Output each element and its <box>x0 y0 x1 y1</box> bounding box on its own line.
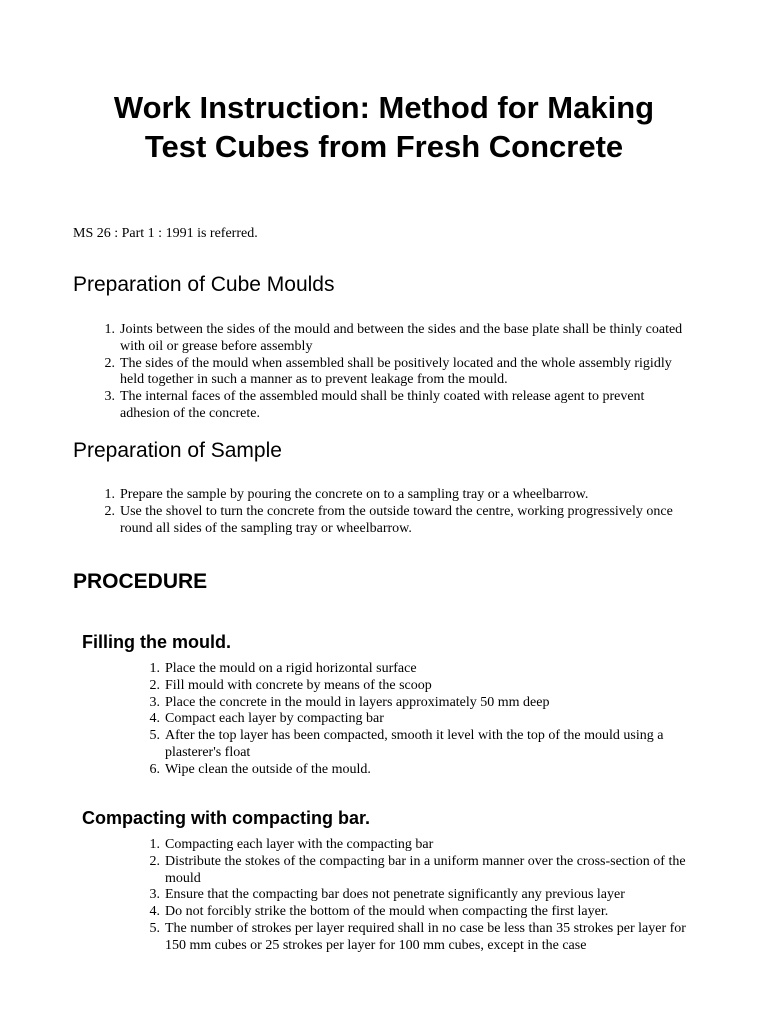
heading-compacting-bar: Compacting with compacting bar. <box>82 808 371 828</box>
heading-cube-moulds: Preparation of Cube Moulds <box>73 273 335 296</box>
list-item: 2. Fill mould with concrete by means of the scoop <box>149 677 432 693</box>
heading-sample: Preparation of Sample <box>73 439 282 462</box>
list-item: 6. Wipe clean the outside of the mould. <box>149 761 371 777</box>
document-title: Work Instruction: Method for Making Test Cubes from Fresh Concrete <box>113 90 655 164</box>
list-item: 3. The internal faces of the assembled mould shall be thinly coated with release agent to prevent adhesion of the concrete. <box>104 389 645 421</box>
list-item: 2. Distribute the stokes of the compacting bar in a uniform manner over the cross-section of the mould <box>149 853 686 886</box>
list-item: 5. The number of strokes per layer required shall in no case be less than 35 strokes per layer for 150 mm cubes or 25 strokes per layer for 100 mm cubes, except in the case <box>149 920 686 953</box>
sample-list <box>104 487 695 537</box>
heading-filling-mould: Filling the mould. <box>82 632 231 652</box>
list-item: 4. Do not forcibly strike the bottom of the mould when compacting the first layer. <box>149 904 609 920</box>
list-item: 1. Compacting each layer with the compacting bar <box>149 837 434 852</box>
filling-mould-list <box>149 661 695 779</box>
list-item: 1. Joints between the sides of the mould and between the sides and the base plate shall be thinly coated with oil or grease before assembly <box>104 322 683 354</box>
compacting-bar-list <box>149 837 695 955</box>
list-item: 2. The sides of the mould when assembled shall be positively located and the whole assembly rigidly held together in such a manner as to prevent leakage from the mould. <box>104 355 672 388</box>
list-item: 3. Place the concrete in the mould in layers approximately 50 mm deep <box>149 694 550 710</box>
list-item: 4. Compact each layer by compacting bar <box>149 711 384 727</box>
list-item: 2. Use the shovel to turn the concrete from the outside toward the centre, working progressively once round all sides of the sampling tray or wheelbarrow. <box>104 503 673 536</box>
list-item: 1. Prepare the sample by pouring the concrete on to a sampling tray or a wheelbarrow. <box>104 487 589 502</box>
standard-reference: MS 26 : Part 1 : 1991 is referred. <box>73 226 258 241</box>
cube-moulds-list <box>104 322 695 423</box>
list-item: 1. Place the mould on a rigid horizontal surface <box>149 661 417 676</box>
heading-procedure: PROCEDURE <box>73 570 208 593</box>
list-item: 5. After the top layer has been compacted, smooth it level with the top of the mould using a plasterer's float <box>149 728 664 760</box>
list-item: 3. Ensure that the compacting bar does not penetrate significantly any previous layer <box>149 887 625 903</box>
